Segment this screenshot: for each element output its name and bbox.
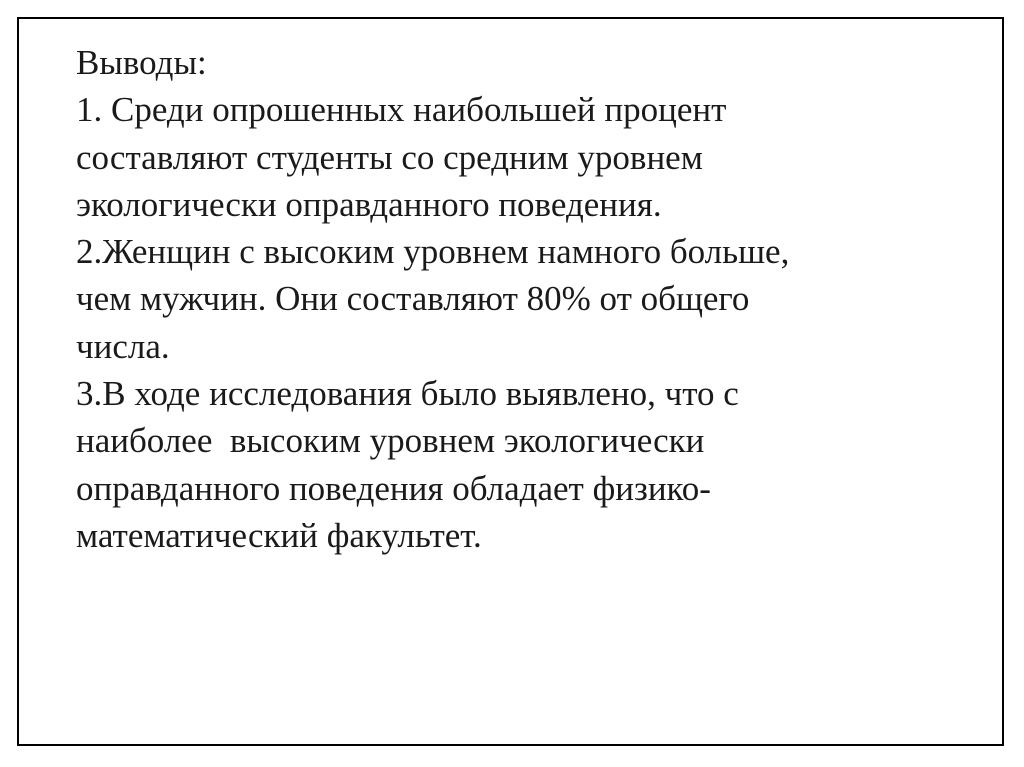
conclusion-2-line-1: 2.Женщин с высоким уровнем намного больше, [76, 232, 790, 272]
conclusions-heading: Выводы: [76, 43, 207, 82]
conclusion-1-line-2: составляют студенты со средним уровнем [76, 137, 703, 177]
conclusion-1-line-3: экологически оправданного поведения. [76, 184, 662, 224]
conclusion-2-line-2: чем мужчин. Они составляют 80% от общего [76, 279, 750, 319]
conclusion-3-line-3: оправданного поведения обладает физико- [76, 468, 711, 508]
conclusion-3-line-1: 3.В ходе исследования было выявлено, что с [76, 374, 739, 414]
conclusion-2-line-3: числа. [76, 326, 170, 366]
conclusion-3-line-4: математический факультет. [76, 515, 482, 555]
conclusion-1-line-1: 1. Среди опрошенных наибольшей процент [76, 90, 727, 130]
conclusions-text [76, 39, 956, 559]
conclusion-3-line-2: наиболее высоким уровнем экологически [76, 421, 705, 461]
